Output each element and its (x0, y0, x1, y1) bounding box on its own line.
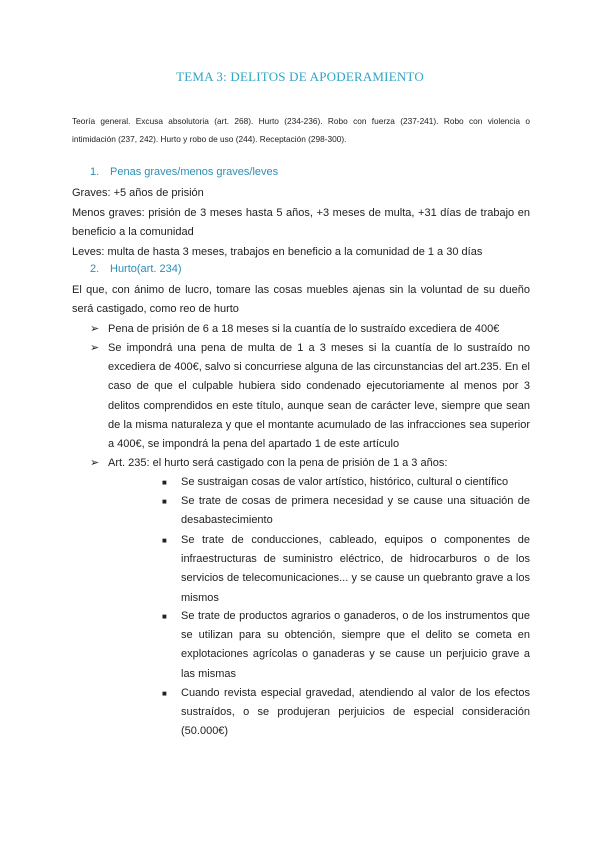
sub-list-item (162, 607, 530, 684)
sub-list-item-text: Se sustraigan cosas de valor artístico, histórico, cultural o científico (181, 476, 509, 488)
sub-list-item-text: Se trate de cosas de primera necesidad y se cause una situación de desabastecimiento (181, 495, 530, 527)
sub-list-item-text: Se trate de conducciones, cableado, equipos o componentes de infraestructuras de suministro eléctrico, de hidrocarburos o de los servicios de telecomunicaciones... y se cause un quebranto grave a los mismos (181, 534, 530, 604)
hurto-definition: El que, con ánimo de lucro, tomare las cosas muebles ajenas sin la voluntad de su dueño será castigado, como reo de hurto (72, 284, 530, 316)
list-item-text: Art. 235: el hurto será castigado con la pena de prisión de 1 a 3 años: (108, 457, 448, 469)
graves-line: Graves: +5 años de prisión (72, 187, 204, 199)
section-1-number: 1. (90, 166, 100, 178)
sub-list-item (162, 684, 530, 742)
square-bullet-icon: ■ (162, 536, 167, 545)
square-bullet-icon: ■ (162, 689, 167, 698)
sub-list-item-text: Cuando revista especial gravedad, atendiendo al valor de los efectos sustraídos, o se produjeran perjuicios de especial consideración (50.000€) (181, 687, 530, 738)
square-bullet-icon: ■ (162, 612, 167, 621)
sub-list-item (162, 473, 530, 492)
menos-graves-line: Menos graves: prisión de 3 meses hasta 5 años, +3 meses de multa, +31 días de trabajo en beneficio a la comunidad (72, 207, 530, 239)
sub-list-item-text: Se trate de productos agrarios o ganaderos, o de los instrumentos que se utilizan para su obtención, siempre que el delito se cometa en explotaciones agrícolas o ganaderas y se cause un perjuicio grave a las mismas (181, 610, 530, 680)
sub-list-item (162, 492, 530, 530)
list-item (90, 454, 530, 473)
section-1-title: Penas graves/menos graves/leves (110, 166, 279, 178)
arrow-bullet-icon: ➢ (90, 323, 100, 335)
section-1-heading (90, 166, 278, 178)
leves-line: Leves: multa de hasta 3 meses, trabajos en beneficio a la comunidad de 1 a 30 días (72, 246, 483, 258)
page-title: TEMA 3: DELITOS DE APODERAMIENTO (176, 69, 424, 84)
list-item-text: Pena de prisión de 6 a 18 meses si la cuantía de lo sustraído excediera de 400€ (108, 323, 500, 335)
list-item (90, 339, 530, 454)
arrow-bullet-icon: ➢ (90, 457, 100, 469)
square-bullet-icon: ■ (162, 497, 167, 506)
arrow-bullet-icon: ➢ (90, 342, 100, 354)
list-item (90, 320, 530, 339)
section-2-title: Hurto(art. 234) (110, 263, 182, 275)
section-2-number: 2. (90, 263, 100, 275)
section-2-heading (90, 263, 182, 275)
intro-paragraph: Teoría general. Excusa absolutoria (art. 268). Hurto (234-236). Robo con fuerza (237-241). Robo con violencia o intimidación (237, 242). Hurto y robo de uso (244). Receptación (298-300). (72, 116, 530, 144)
square-bullet-icon: ■ (162, 478, 167, 487)
list-item-text: Se impondrá una pena de multa de 1 a 3 meses si la cuantía de lo sustraído no excediera de 400€, salvo si concurriese alguna de las circunstancias del art.235. En el caso de que el culpable hubiera sido condenado ejecutoriamente al menos por 3 delitos comprendidos en este título, aunque sean de carácter leve, siempre que sean de la misma naturaleza y que el montante acumulado de las infracciones sea superior a 400€, se impondrá la pena del apartado 1 de este artículo (108, 342, 530, 451)
sub-list-item (162, 531, 530, 608)
